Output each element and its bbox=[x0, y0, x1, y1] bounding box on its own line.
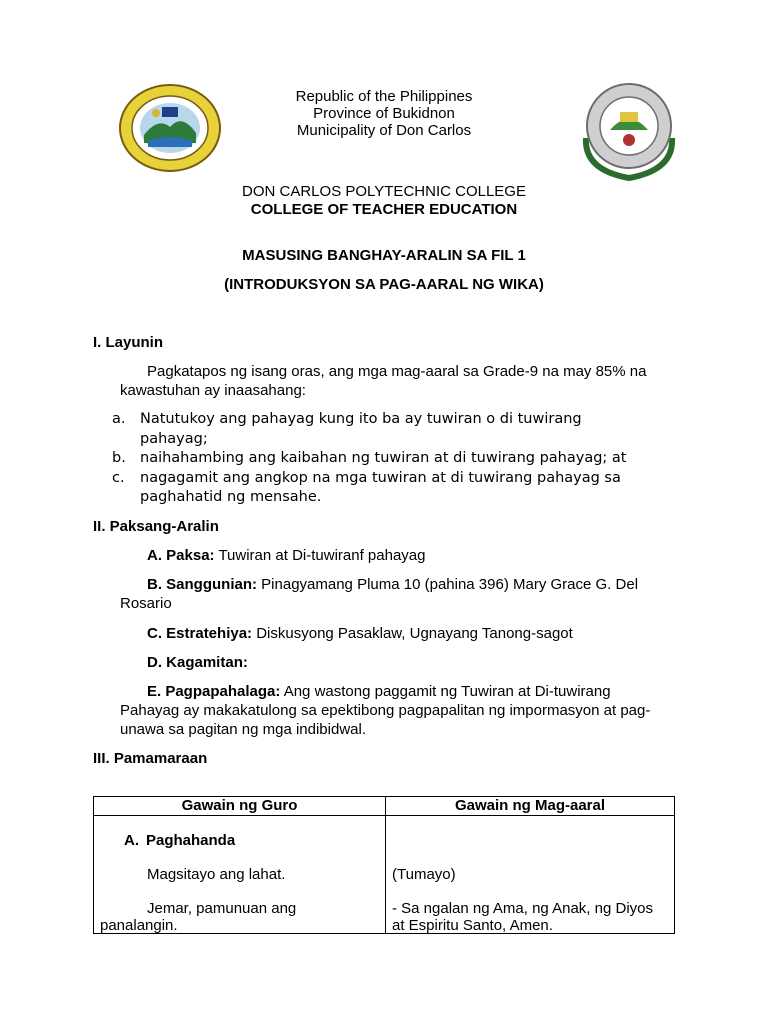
college-name: DON CARLOS POLYTECHNIC COLLEGE bbox=[242, 183, 526, 200]
objective-item bbox=[112, 410, 692, 449]
lesson-procedure-table bbox=[93, 796, 675, 934]
paksa-label: A. Paksa: bbox=[147, 547, 215, 564]
pagpapahalaga-line bbox=[147, 682, 611, 701]
table-row bbox=[94, 816, 675, 934]
sanggunian-line bbox=[147, 575, 638, 594]
subheading-marker: A. bbox=[124, 832, 139, 849]
list-marker: a. bbox=[112, 411, 126, 427]
objective-text: naihahambing ang kaibahan ng tuwiran at di tuwirang pahayag; at bbox=[140, 450, 627, 466]
pagpapahalaga-text: Ang wastong paggamit ng Tuwiran at Di-tuwirang bbox=[280, 683, 611, 700]
student-column-header: Gawain ng Mag-aaral bbox=[386, 797, 675, 816]
teacher-instruction-2: Jemar, pamunuan ang bbox=[147, 900, 297, 917]
teacher-activity-cell bbox=[94, 816, 386, 934]
objective-text: Natutukoy ang pahayag kung ito ba ay tuwiran o di tuwirang bbox=[140, 411, 582, 427]
section-pamamaraan-heading: III. Pamamaraan bbox=[93, 750, 208, 767]
paghahanda-subheading: Paghahanda bbox=[146, 832, 236, 849]
student-activity-cell bbox=[386, 816, 675, 934]
estratehiya-line bbox=[147, 624, 573, 643]
objectives-list bbox=[112, 410, 692, 508]
sanggunian-text-cont: Rosario bbox=[120, 595, 172, 612]
teacher-instruction-2-cont: panalangin. bbox=[100, 917, 178, 934]
teacher-instruction-1: Magsitayo ang lahat. bbox=[147, 866, 286, 883]
list-marker: b. bbox=[112, 450, 126, 466]
header-province: Province of Bukidnon bbox=[313, 105, 455, 122]
objective-text-cont: paghahatid ng mensahe. bbox=[140, 489, 322, 505]
section-paksang-aralin-heading: II. Paksang-Aralin bbox=[93, 518, 219, 535]
pagpapahalaga-label: E. Pagpapahalaga: bbox=[147, 683, 281, 700]
objective-text-cont: pahayag; bbox=[140, 430, 208, 447]
student-response-2: - Sa ngalan ng Ama, ng Anak, ng Diyos bbox=[392, 900, 653, 917]
table-header-row bbox=[94, 797, 675, 816]
pagpapahalaga-text-cont2: unawa sa pagitan ng mga indibidwal. bbox=[120, 721, 366, 738]
paksa-line bbox=[147, 546, 425, 565]
section-layunin-heading: I. Layunin bbox=[93, 334, 164, 351]
objective-text: nagagamit ang angkop na mga tuwiran at di tuwirang pahayag sa bbox=[140, 469, 621, 486]
department-name: COLLEGE OF TEACHER EDUCATION bbox=[250, 201, 518, 218]
pagpapahalaga-text-cont: Pahayag ay makakatulong sa epektibong pagpapalitan ng impormasyon at pag- bbox=[120, 702, 651, 719]
student-response-2-cont: at Espiritu Santo, Amen. bbox=[392, 917, 553, 934]
sanggunian-label: B. Sanggunian: bbox=[147, 576, 257, 593]
layunin-intro-line1: Pagkatapos ng isang oras, ang mga mag-aaral sa Grade-9 na may 85% na bbox=[147, 363, 647, 380]
layunin-intro-line2: kawastuhan ay inaasahang: bbox=[120, 382, 306, 399]
header-municipality: Municipality of Don Carlos bbox=[296, 122, 472, 139]
objective-item bbox=[112, 449, 692, 469]
header-republic: Republic of the Philippines bbox=[295, 88, 473, 105]
objective-item bbox=[112, 469, 692, 508]
estratehiya-label: C. Estratehiya: bbox=[147, 625, 253, 642]
lesson-subtitle: (INTRODUKSYON SA PAG-AARAL NG WIKA) bbox=[224, 276, 544, 293]
kagamitan-label: D. Kagamitan: bbox=[147, 654, 248, 671]
teacher-column-header: Gawain ng Guro bbox=[94, 797, 386, 816]
sanggunian-text: Pinagyamang Pluma 10 (pahina 396) Mary Grace G. Del bbox=[257, 576, 639, 593]
paksa-text: Tuwiran at Di-tuwiranf pahayag bbox=[214, 547, 426, 564]
estratehiya-text: Diskusyong Pasaklaw, Ugnayang Tanong-sagot bbox=[252, 625, 573, 642]
lesson-title: MASUSING BANGHAY-ARALIN SA FIL 1 bbox=[242, 247, 526, 264]
list-marker: c. bbox=[112, 469, 125, 486]
student-response-1: (Tumayo) bbox=[392, 866, 456, 883]
